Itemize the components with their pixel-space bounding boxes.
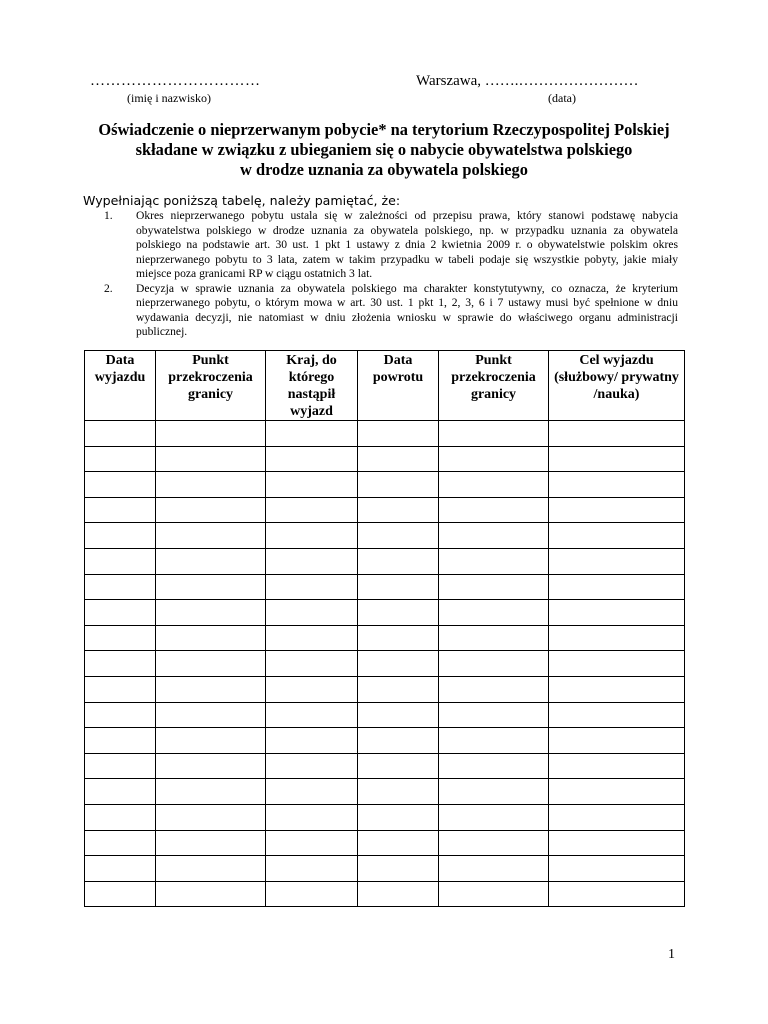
name-label: (imię i nazwisko) (127, 91, 211, 105)
table-cell[interactable] (439, 753, 549, 779)
table-cell[interactable] (358, 856, 439, 882)
table-cell[interactable] (266, 728, 358, 754)
date-label: (data) (548, 91, 576, 105)
title-line-2: składane w związku z ubieganiem się o nabycie obywatelstwa polskiego (135, 140, 633, 159)
column-header-crossing-point-in: Punkt przekroczenia granicy (439, 351, 549, 421)
note-item (104, 209, 678, 282)
table-cell[interactable] (85, 523, 156, 549)
table-cell[interactable] (266, 600, 358, 626)
table-cell[interactable] (439, 574, 549, 600)
table-cell[interactable] (358, 702, 439, 728)
table-cell[interactable] (358, 421, 439, 447)
table-cell[interactable] (549, 472, 685, 498)
table-row (85, 651, 685, 677)
table-row (85, 574, 685, 600)
table-row (85, 856, 685, 882)
table-row (85, 446, 685, 472)
table-row (85, 523, 685, 549)
table-cell[interactable] (549, 548, 685, 574)
table-cell[interactable] (549, 497, 685, 523)
table-cell[interactable] (156, 753, 266, 779)
column-header-departure-date: Data wyjazdu (85, 351, 156, 421)
table-cell[interactable] (439, 830, 549, 856)
table-cell[interactable] (266, 702, 358, 728)
table-row (85, 881, 685, 907)
notes-list (104, 209, 678, 340)
table-cell[interactable] (549, 446, 685, 472)
table-cell[interactable] (358, 472, 439, 498)
table-cell[interactable] (358, 574, 439, 600)
table-cell[interactable] (549, 421, 685, 447)
table-cell[interactable] (439, 881, 549, 907)
table-cell[interactable] (156, 651, 266, 677)
table-cell[interactable] (85, 548, 156, 574)
table-row (85, 830, 685, 856)
table-cell[interactable] (85, 497, 156, 523)
table-cell[interactable] (156, 548, 266, 574)
city-date-line: Warszawa, …….…………………… (416, 73, 639, 89)
table-cell[interactable] (266, 523, 358, 549)
table-cell[interactable] (156, 600, 266, 626)
table-cell[interactable] (266, 830, 358, 856)
table-row (85, 779, 685, 805)
table-cell[interactable] (85, 804, 156, 830)
table-cell[interactable] (439, 548, 549, 574)
table-cell[interactable] (358, 548, 439, 574)
table-cell[interactable] (439, 856, 549, 882)
table-header-row (85, 351, 685, 421)
column-header-purpose: Cel wyjazdu (służbowy/ prywatny /nauka) (549, 351, 685, 421)
table-cell[interactable] (266, 779, 358, 805)
table-cell[interactable] (439, 651, 549, 677)
table-row (85, 728, 685, 754)
table-cell[interactable] (549, 600, 685, 626)
table-cell[interactable] (439, 779, 549, 805)
trips-table (84, 350, 685, 907)
table-cell[interactable] (85, 676, 156, 702)
table-cell[interactable] (156, 728, 266, 754)
column-header-crossing-point-out: Punkt przekroczenia granicy (156, 351, 266, 421)
table-cell[interactable] (358, 728, 439, 754)
table-cell[interactable] (85, 600, 156, 626)
table-cell[interactable] (549, 625, 685, 651)
table-cell[interactable] (156, 779, 266, 805)
table-cell[interactable] (439, 702, 549, 728)
column-header-destination-country: Kraj, do którego nastąpił wyjazd (266, 351, 358, 421)
table-cell[interactable] (85, 779, 156, 805)
table-cell[interactable] (156, 497, 266, 523)
table-cell[interactable] (266, 676, 358, 702)
table-cell[interactable] (266, 421, 358, 447)
table-body (85, 421, 685, 907)
table-cell[interactable] (266, 446, 358, 472)
table-cell[interactable] (358, 676, 439, 702)
table-cell[interactable] (439, 804, 549, 830)
table-cell[interactable] (85, 472, 156, 498)
table-cell[interactable] (549, 881, 685, 907)
table-cell[interactable] (156, 421, 266, 447)
table-cell[interactable] (156, 446, 266, 472)
table-cell[interactable] (85, 728, 156, 754)
table-cell[interactable] (85, 702, 156, 728)
table-cell[interactable] (439, 421, 549, 447)
table-row (85, 702, 685, 728)
table-cell[interactable] (358, 753, 439, 779)
table-cell[interactable] (85, 881, 156, 907)
table-row (85, 804, 685, 830)
table-cell[interactable] (85, 446, 156, 472)
table-cell[interactable] (85, 856, 156, 882)
page-number: 1 (668, 947, 675, 962)
table-cell[interactable] (549, 651, 685, 677)
table-cell[interactable] (266, 548, 358, 574)
table-cell[interactable] (156, 804, 266, 830)
note-text: Okres nieprzerwanego pobytu ustala się w zależności od przepisu prawa, który stanowi podstawę nabycia obywatelstwa polskiego w drodze uznania za obywatela polskiego, np. w przypadku uznania za obywatela polskiego na podstawie art. 30 ust. 1 pkt 1 ustawy z dnia 2 kwietnia 2009 r. o obywatelstwie polskim okres nieprzerwanego pobytu to 3 lata, zatem w takim przypadku w tabeli podaje się wszystkie pobyty, jakie miały miejsce poza granicami RP w ciągu ostatnich 3 lat. (136, 209, 678, 280)
table-cell[interactable] (439, 600, 549, 626)
table-cell[interactable] (266, 651, 358, 677)
table-cell[interactable] (266, 625, 358, 651)
table-cell[interactable] (439, 728, 549, 754)
table-row (85, 600, 685, 626)
table-cell[interactable] (266, 497, 358, 523)
document-title (60, 120, 708, 180)
table-row (85, 497, 685, 523)
table-cell[interactable] (439, 523, 549, 549)
table-cell[interactable] (358, 830, 439, 856)
note-text: Decyzja w sprawie uznania za obywatela polskiego ma charakter konstytutywny, co oznacza, że kryterium nieprzerwanego pobytu, o którym mowa w art. 30 ust. 1 pkt 1, 2, 3, 6 i 7 ustawy musi być spełnione w dniu wydawania decyzji, nie natomiast w dniu złożenia wniosku w sprawie do właściwego organu administracji publicznej. (136, 281, 678, 338)
table-cell[interactable] (358, 804, 439, 830)
table-cell[interactable] (156, 574, 266, 600)
table-cell[interactable] (85, 421, 156, 447)
table-cell[interactable] (85, 651, 156, 677)
table-row (85, 676, 685, 702)
note-item (104, 282, 678, 340)
title-line-3: w drodze uznania za obywatela polskiego (240, 160, 528, 179)
table-row (85, 753, 685, 779)
table-cell[interactable] (549, 779, 685, 805)
table-row (85, 421, 685, 447)
table-cell[interactable] (358, 600, 439, 626)
table-cell[interactable] (85, 753, 156, 779)
table-cell[interactable] (358, 523, 439, 549)
table-cell[interactable] (156, 856, 266, 882)
table-cell[interactable] (439, 625, 549, 651)
table-row (85, 472, 685, 498)
table-cell[interactable] (358, 881, 439, 907)
table-cell[interactable] (266, 881, 358, 907)
table-cell[interactable] (156, 702, 266, 728)
intro-text: Wypełniając poniższą tabelę, należy pamiętać, że: (83, 193, 401, 208)
table-cell[interactable] (439, 446, 549, 472)
table-cell[interactable] (266, 804, 358, 830)
table-cell[interactable] (358, 625, 439, 651)
title-line-1: Oświadczenie o nieprzerwanym pobycie* na terytorium Rzeczypospolitej Polskiej (98, 120, 670, 139)
name-placeholder-dots: …………………………… (90, 73, 261, 89)
table-cell[interactable] (358, 651, 439, 677)
table-cell[interactable] (266, 574, 358, 600)
table-cell[interactable] (358, 497, 439, 523)
table-cell[interactable] (549, 830, 685, 856)
table-cell[interactable] (549, 574, 685, 600)
table-cell[interactable] (439, 676, 549, 702)
table-cell[interactable] (266, 856, 358, 882)
note-number: 2. (104, 281, 113, 295)
table-cell[interactable] (156, 830, 266, 856)
table-cell[interactable] (266, 472, 358, 498)
table-cell[interactable] (358, 446, 439, 472)
table-cell[interactable] (549, 856, 685, 882)
table-cell[interactable] (549, 702, 685, 728)
table-cell[interactable] (156, 625, 266, 651)
table-cell[interactable] (439, 472, 549, 498)
table-cell[interactable] (85, 830, 156, 856)
table-cell[interactable] (85, 625, 156, 651)
table-cell[interactable] (156, 523, 266, 549)
table-cell[interactable] (85, 574, 156, 600)
table-cell[interactable] (549, 676, 685, 702)
table-cell[interactable] (156, 881, 266, 907)
table-row (85, 625, 685, 651)
table-cell[interactable] (156, 472, 266, 498)
table-cell[interactable] (549, 753, 685, 779)
table-cell[interactable] (156, 676, 266, 702)
table-row (85, 548, 685, 574)
note-number: 1. (104, 209, 113, 222)
table-cell[interactable] (549, 804, 685, 830)
table-cell[interactable] (439, 497, 549, 523)
table-cell[interactable] (266, 753, 358, 779)
table-cell[interactable] (358, 779, 439, 805)
table-cell[interactable] (549, 523, 685, 549)
column-header-return-date: Data powrotu (358, 351, 439, 421)
table-cell[interactable] (549, 728, 685, 754)
